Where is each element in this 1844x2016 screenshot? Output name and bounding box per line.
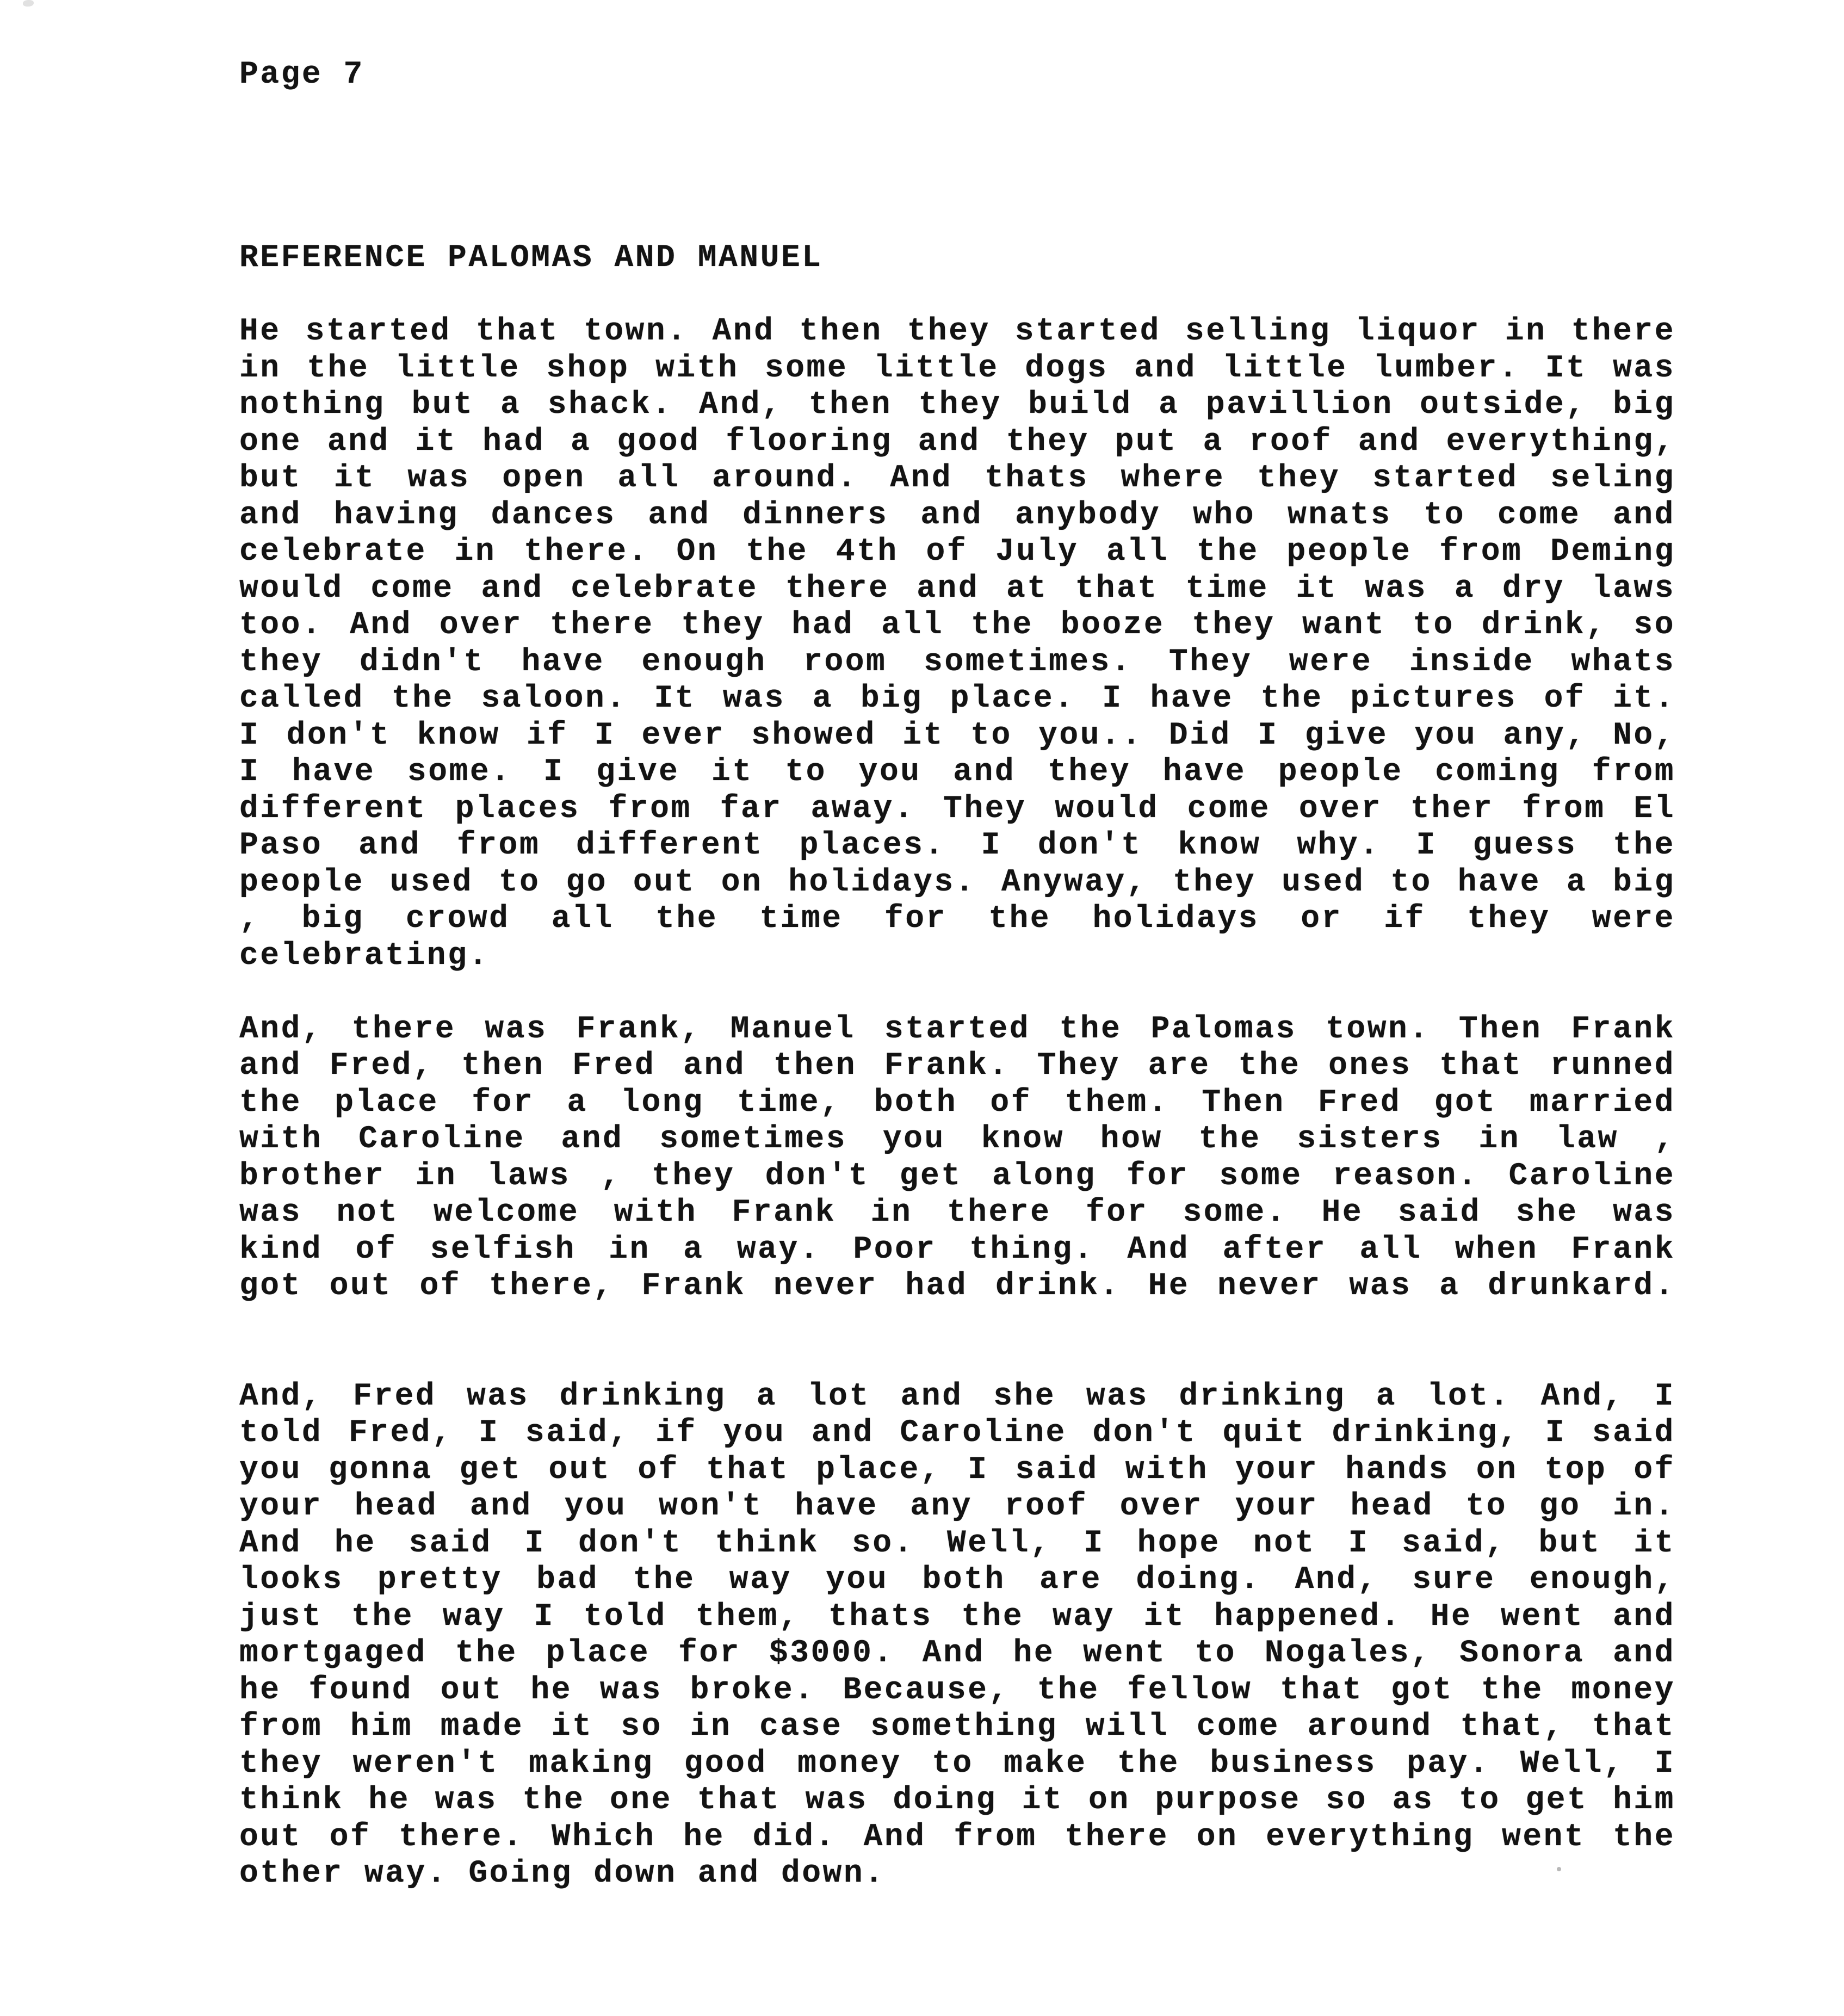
text-line: celebrating. xyxy=(239,938,490,974)
text-line: too. And over there they had all the booze they want to drink, so xyxy=(239,608,1675,643)
text-line: And, Fred was drinking a lot and she was drinking a lot. And, I xyxy=(239,1378,1675,1414)
text-line: Paso and from different places. I don't know why. I guess the xyxy=(239,828,1675,863)
text-line: would come and celebrate there and at that time it was a dry laws xyxy=(239,571,1675,607)
text-line: your head and you won't have any roof over your head to go in. xyxy=(239,1489,1675,1524)
text-line: called the saloon. It was a big place. I have the pictures of it. xyxy=(239,681,1675,716)
text-line: celebrate in there. On the 4th of July all the people from Deming xyxy=(239,534,1675,570)
text-line: you gonna get out of that place, I said with your hands on top of xyxy=(239,1452,1675,1488)
text-line: looks pretty bad the way you both are doing. And, sure enough, xyxy=(239,1562,1675,1598)
text-line: in the little shop with some little dogs and little lumber. It was xyxy=(239,350,1675,386)
text-line: and having dances and dinners and anybody who wnats to come and xyxy=(239,497,1675,533)
text-line: but it was open all around. And thats where they started seling xyxy=(239,461,1675,496)
scan-artifact-top-left xyxy=(23,0,34,7)
text-line: nothing but a shack. And, then they build a pavillion outside, big xyxy=(239,387,1675,423)
scan-artifact-dot xyxy=(1557,1867,1561,1871)
text-line: one and it had a good flooring and they put a roof and everything, xyxy=(239,424,1675,460)
text-line: they didn't have enough room sometimes. They were inside whats xyxy=(239,644,1675,680)
text-line: people used to go out on holidays. Anyway, they used to have a big xyxy=(239,864,1675,900)
text-line: brother in laws , they don't get along for some reason. Caroline xyxy=(239,1158,1675,1194)
text-line: different places from far away. They would come over ther from El xyxy=(239,791,1675,827)
paragraph-1 xyxy=(239,313,1675,974)
document-heading: REFERENCE PALOMAS AND MANUEL xyxy=(239,240,823,276)
text-line: other way. Going down and down. xyxy=(239,1856,886,1891)
text-line: And he said I don't think so. Well, I hope not I said, but it xyxy=(239,1525,1675,1561)
text-line: told Fred, I said, if you and Caroline don't quit drinking, I said xyxy=(239,1415,1675,1451)
text-line: out of there. Which he did. And from there on everything went the xyxy=(239,1819,1675,1855)
text-line: just the way I told them, thats the way it happened. He went and xyxy=(239,1599,1675,1635)
text-line: with Caroline and sometimes you know how the sisters in law , xyxy=(239,1122,1675,1157)
paragraphs xyxy=(239,313,1675,1893)
text-line: and Fred, then Fred and then Frank. They are the ones that runned xyxy=(239,1048,1675,1084)
text-line: got out of there, Frank never had drink. He never was a drunkard. xyxy=(239,1269,1675,1304)
text-line: kind of selfish in a way. Poor thing. And after all when Frank xyxy=(239,1232,1675,1267)
text-line: they weren't making good money to make the business pay. Well, I xyxy=(239,1746,1675,1782)
paragraph-2 xyxy=(239,1011,1675,1305)
text-line: was not welcome with Frank in there for some. He said she was xyxy=(239,1195,1675,1230)
page-number-label: Page 7 xyxy=(239,57,364,92)
text-line: from him made it so in case something will come around that, that xyxy=(239,1709,1675,1745)
text-line: he found out he was broke. Because, the fellow that got the money xyxy=(239,1672,1675,1708)
text-line: I don't know if I ever showed it to you.. Did I give you any, No, xyxy=(239,718,1675,753)
text-line: mortgaged the place for $3000. And he went to Nogales, Sonora and xyxy=(239,1636,1675,1671)
text-line: , big crowd all the time for the holidays or if they were xyxy=(239,901,1675,937)
text-line: And, there was Frank, Manuel started the Palomas town. Then Frank xyxy=(239,1011,1675,1047)
text-line: the place for a long time, both of them. Then Fred got married xyxy=(239,1085,1675,1121)
text-line: He started that town. And then they started selling liquor in there xyxy=(239,314,1675,349)
text-line: I have some. I give it to you and they have people coming from xyxy=(239,755,1675,790)
paragraph-3 xyxy=(239,1378,1675,1893)
text-line: think he was the one that was doing it on purpose so as to get him xyxy=(239,1783,1675,1818)
